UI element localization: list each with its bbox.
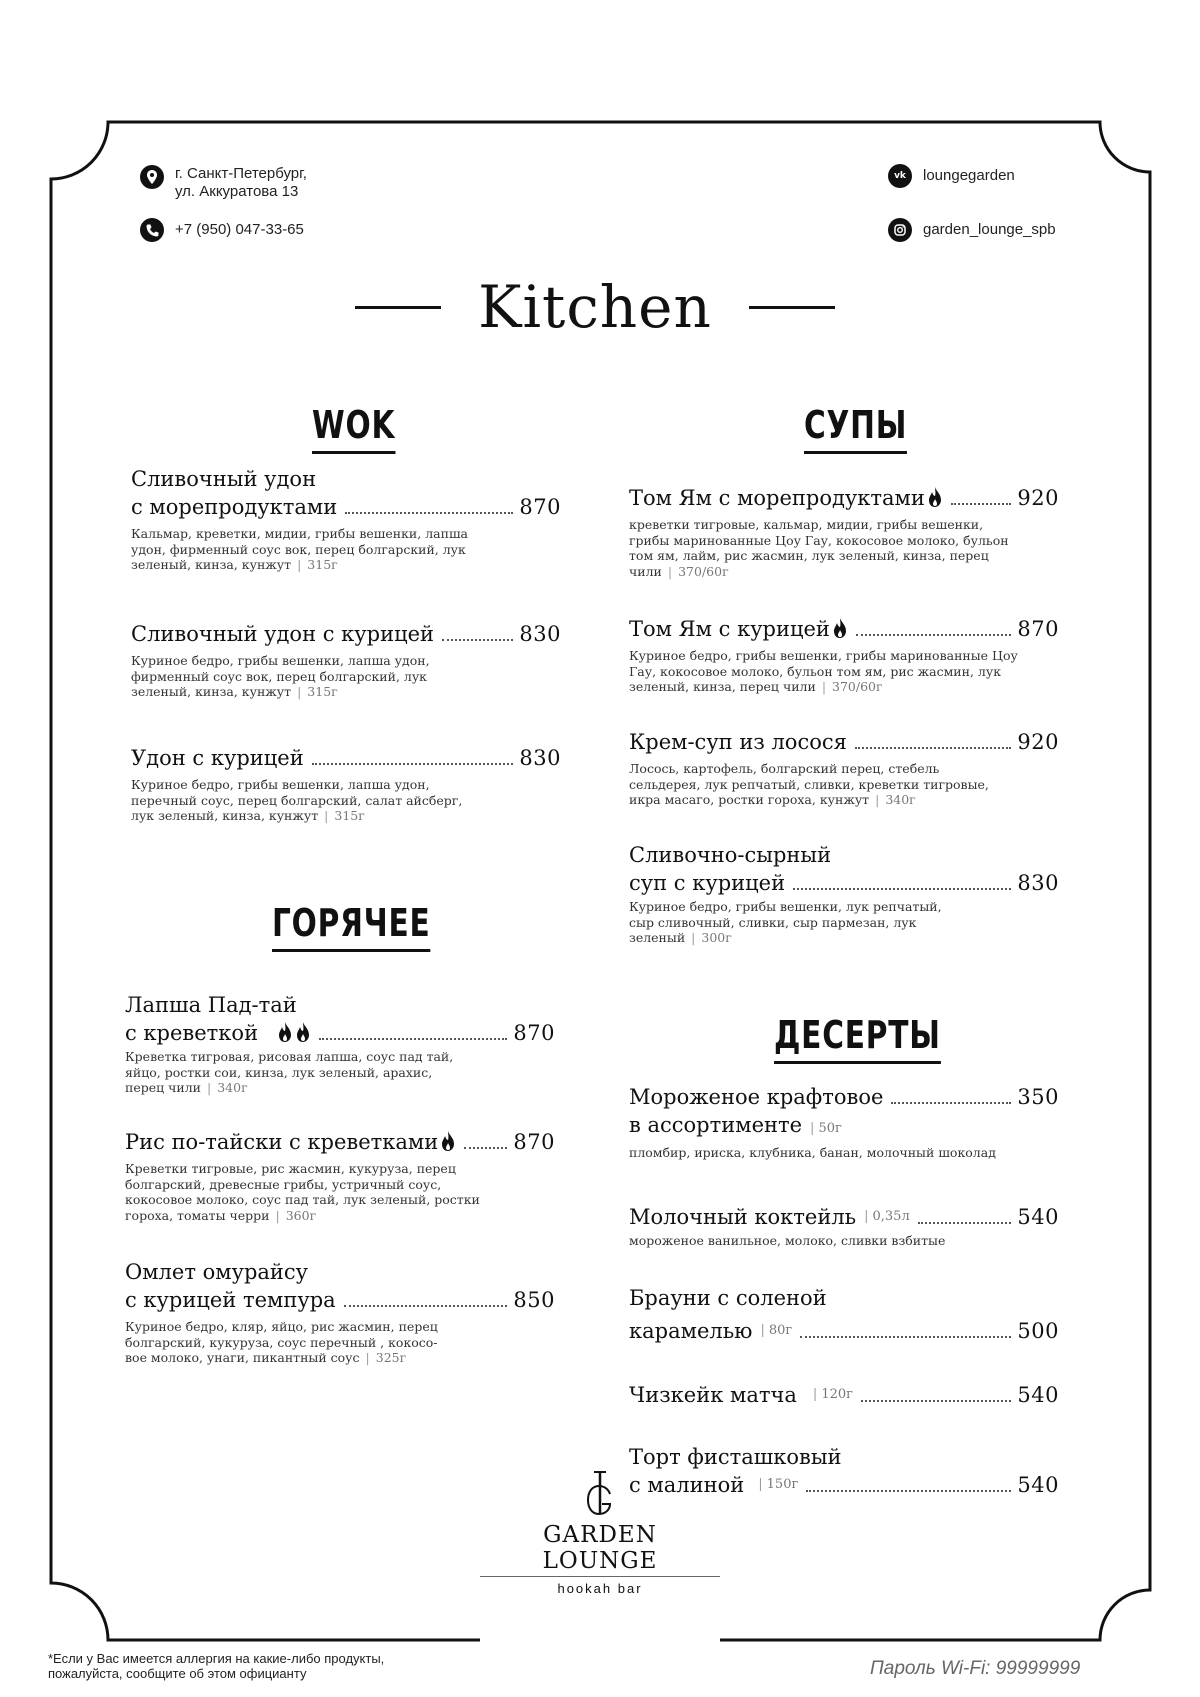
item-price: 870 xyxy=(1017,617,1059,641)
item-name: Молочный коктейль xyxy=(629,1205,857,1229)
dot-leader xyxy=(855,747,1012,749)
item-price: 830 xyxy=(519,746,561,770)
item-price: 850 xyxy=(513,1288,555,1312)
menu-item[interactable]: Том Ям с курицей 870 Куриное бедро, грибы вешенки, грибы маринованные Цоу Гау, кокосовое молоко, бульон том ям, рис жасмин, лук зеленый, кинза, перец чили | 370/60г xyxy=(629,617,1059,694)
item-name: суп с курицей xyxy=(629,871,786,895)
item-description: Куриное бедро, кляр, яйцо, рис жасмин, перец болгарский, кукуруза, соус перечный , кокосо-вое молоко, унаги, пикантный соус xyxy=(125,1319,438,1365)
item-price: 540 xyxy=(1017,1383,1059,1407)
item-weight: 0,35л xyxy=(872,1209,910,1224)
item-description: Креветка тигровая, рисовая лапша, соус пад тай, яйцо, ростки сои, кинза, лук зеленый, арахис, перец чили xyxy=(125,1049,454,1095)
dot-leader xyxy=(856,634,1011,636)
vk-handle[interactable]: loungegarden xyxy=(923,167,1015,184)
item-name: Мороженое крафтовое xyxy=(629,1085,884,1109)
item-description: Куриное бедро, грибы вешенки, лапша удон, перечный соус, перец болгарский, салат айсберг, лук зеленый, кинза, кунжут xyxy=(131,777,463,823)
dot-leader xyxy=(800,1336,1011,1338)
item-price: 540 xyxy=(1017,1205,1059,1229)
section-heading-wok: WOK xyxy=(312,402,395,454)
chili-flame-icon xyxy=(440,1130,456,1152)
item-name: Том Ям с курицей xyxy=(629,617,830,641)
item-weight: 360г xyxy=(285,1207,317,1223)
item-price: 350 xyxy=(1017,1085,1059,1109)
chili-flame-icon xyxy=(832,617,848,639)
item-name-line: Омлет омурайсу xyxy=(125,1260,309,1284)
dot-leader xyxy=(891,1102,1011,1104)
item-name: с малиной xyxy=(629,1473,745,1497)
menu-item[interactable]: Рис по-тайски с креветками 870 Креветки тигровые, рис жасмин, кукуруза, перец болгарский, древесные грибы, устричный соус, кокосовое молоко, соус пад тай, лук зеленый, ростки гороха, томаты черри | 360г xyxy=(125,1130,555,1223)
phone-icon xyxy=(140,218,164,242)
menu-item[interactable]: Удон с курицей 830 Куриное бедро, грибы вешенки, лапша удон, перечный соус, перец болгарский, салат айсберг, лук зеленый, кинза, кунжут | 315г xyxy=(131,746,561,823)
menu-item[interactable]: Крем-суп из лосося 920 Лосось, картофель, болгарский перец, стебель сельдерея, лук репчатый, сливки, креветки тигровые, икра масаго, ростки гороха, кунжут | 340г xyxy=(629,730,1059,807)
item-description: Креветки тигровые, рис жасмин, кукуруза, перец болгарский, древесные грибы, устричный соус, кокосовое молоко, соус пад тай, лук зеленый, ростки гороха, томаты черри xyxy=(125,1161,480,1223)
item-weight: 80г xyxy=(768,1323,793,1338)
dot-leader xyxy=(918,1222,1012,1224)
item-name: карамелью xyxy=(629,1319,753,1343)
dot-leader xyxy=(793,888,1011,890)
item-name: Крем-суп из лосося xyxy=(629,730,847,754)
phone[interactable] xyxy=(140,218,304,242)
phone-number[interactable]: +7 (950) 047-33-65 xyxy=(175,221,304,238)
item-weight: 120г xyxy=(821,1387,853,1402)
item-price: 540 xyxy=(1017,1473,1059,1497)
instagram-icon xyxy=(888,218,912,242)
section-heading-soups: СУПЫ xyxy=(804,402,907,454)
item-name: Удон с курицей xyxy=(131,746,304,770)
dot-leader xyxy=(464,1147,507,1149)
menu-item[interactable]: Омлет омурайсу с курицей темпура 850 Куриное бедро, кляр, яйцо, рис жасмин, перец болгарский, кукуруза, соус перечный , кокосо-вое молоко, унаги, пикантный соус | 325г xyxy=(125,1260,555,1365)
allergy-note-line-1: *Если у Вас имеется аллергия на какие-либо продукты, xyxy=(48,1651,385,1666)
item-name: с морепродуктами xyxy=(131,495,338,519)
dot-leader xyxy=(345,512,513,514)
logo-brand-name: GARDEN LOUNGE xyxy=(480,1522,720,1577)
menu-item[interactable]: Сливочный удон с морепродуктами 870 Кальмар, креветки, мидии, грибы вешенки, лапша удон, фирменный соус вок, перец болгарский, лук зеленый, кинза, кунжут | 315г xyxy=(131,467,561,572)
item-name: Рис по-тайски с креветками xyxy=(125,1130,439,1154)
item-weight: 300г xyxy=(701,930,732,945)
address xyxy=(140,165,307,201)
item-weight: 50г xyxy=(818,1121,842,1136)
menu-item[interactable]: Лапша Пад-тай с креветкой 870 Креветка тигровая, рисовая лапша, соус пад тай, яйцо, ростки сои, кинза, лук зеленый, арахис, перец чили | 340г xyxy=(125,993,555,1095)
menu-item[interactable]: Сливочно-сырный суп с курицей 830 Куриное бедро, грибы вешенки, лук репчатый, сыр сливочный, сливки, сыр пармезан, лук зеленый | 300г xyxy=(629,843,1059,945)
item-description: креветки тигровые, кальмар, мидии, грибы вешенки, грибы маринованные Цоу Гау, кокосовое молоко, бульон том ям, лайм, рис жасмин, лук зеленый, кинза, перец чили xyxy=(629,517,1009,579)
item-name-line: в ассортименте xyxy=(629,1113,803,1137)
vk-icon: vk xyxy=(888,164,912,188)
wifi-password: Пароль Wi-Fi: 99999999 xyxy=(870,1658,1081,1679)
instagram-handle[interactable]: garden_lounge_spb xyxy=(923,221,1056,238)
menu-item[interactable]: Сливочный удон с курицей 830 Куриное бедро, грибы вешенки, лапша удон, фирменный соус вок, перец болгарский, лук зеленый, кинза, кунжут | 315г xyxy=(131,622,561,699)
section-heading-desserts: ДЕСЕРТЫ xyxy=(774,1012,941,1064)
menu-item[interactable]: Чизкейк матча | 120г 540 xyxy=(629,1383,1059,1407)
item-name: с курицей темпура xyxy=(125,1288,336,1312)
item-description: Куриное бедро, грибы вешенки, лук репчатый, сыр сливочный, сливки, сыр пармезан, лук зеленый xyxy=(629,899,942,945)
item-name: Чизкейк матча xyxy=(629,1383,797,1407)
chili-flame-icon xyxy=(927,486,943,508)
item-weight: 370/60г xyxy=(678,563,729,579)
chili-flame-icon xyxy=(277,1021,293,1043)
vk-link[interactable] xyxy=(888,164,1015,188)
item-weight: 315г xyxy=(307,557,338,572)
item-price: 870 xyxy=(513,1130,555,1154)
item-name: Сливочный удон с курицей xyxy=(131,622,435,646)
item-price: 870 xyxy=(519,495,561,519)
item-price: 870 xyxy=(513,1021,555,1045)
garden-lounge-logo xyxy=(480,1470,720,1596)
item-name-line: Торт фисташковый xyxy=(629,1445,842,1469)
item-weight: 370/60г xyxy=(832,679,883,694)
logo-subtitle: hookah bar xyxy=(557,1581,643,1596)
dot-leader xyxy=(442,639,513,641)
page-title: Kitchen xyxy=(478,273,712,341)
title-rule-right xyxy=(749,306,835,309)
dot-leader xyxy=(861,1400,1011,1402)
item-weight: 315г xyxy=(307,684,338,699)
address-line-2: ул. Аккуратова 13 xyxy=(175,183,299,200)
item-description: Кальмар, креветки, мидии, грибы вешенки, лапша удон, фирменный соус вок, перец болгарский, лук зеленый, кинза, кунжут xyxy=(131,526,469,572)
dot-leader xyxy=(319,1038,508,1040)
item-price: 500 xyxy=(1017,1319,1059,1343)
chili-flame-icon xyxy=(295,1021,311,1043)
location-pin-icon xyxy=(140,165,164,189)
item-name-line: Брауни с соленой xyxy=(629,1286,827,1310)
item-weight: 150г xyxy=(766,1477,799,1492)
menu-item[interactable]: Брауни с соленой карамелью | 80г 500 xyxy=(629,1286,1059,1343)
item-name-line: Лапша Пад-тай xyxy=(125,993,297,1017)
dot-leader xyxy=(312,763,514,765)
allergy-note-line-2: пожалуйста, сообщите об этом официанту xyxy=(48,1666,307,1681)
item-weight: 340г xyxy=(217,1080,248,1095)
dot-leader xyxy=(806,1490,1011,1492)
item-name: Том Ям с морепродуктами xyxy=(629,486,925,510)
item-description: мороженое ванильное, молоко, сливки взбитые xyxy=(629,1233,946,1248)
item-price: 920 xyxy=(1017,486,1059,510)
dot-leader xyxy=(951,503,1012,505)
item-weight: 340г xyxy=(885,792,916,807)
instagram-link[interactable] xyxy=(888,218,1056,242)
dot-leader xyxy=(344,1305,508,1307)
menu-item[interactable]: Молочный коктейль | 0,35л 540 мороженое ванильное, молоко, сливки взбитые xyxy=(629,1205,1059,1248)
item-description: Лосось, картофель, болгарский перец, стебель сельдерея, лук репчатый, сливки, креветки тигровые, икра масаго, ростки гороха, кунжут xyxy=(629,761,989,807)
item-name-line: Сливочный удон xyxy=(131,467,317,491)
menu-item[interactable]: Торт фисташковый с малиной | 150г 540 xyxy=(629,1445,1059,1497)
menu-item[interactable]: Том Ям с морепродуктами 920 креветки тигровые, кальмар, мидии, грибы вешенки, грибы маринованные Цоу Гау, кокосовое молоко, бульон том ям, лайм, рис жасмин, лук зеленый, кинза, перец чили | 370/60г xyxy=(629,486,1059,579)
title-rule-left xyxy=(355,306,441,309)
item-description: Куриное бедро, грибы вешенки, грибы маринованные Цоу Гау, кокосовое молоко, бульон том ям, рис жасмин, лук зеленый, кинза, перец чили xyxy=(629,648,1018,694)
allergy-note xyxy=(48,1651,468,1681)
logo-monogram-icon xyxy=(480,1470,720,1522)
section-heading-hot: ГОРЯЧЕЕ xyxy=(272,900,431,952)
item-name: с креветкой xyxy=(125,1021,259,1045)
item-price: 830 xyxy=(1017,871,1059,895)
item-description: пломбир, ириска, клубника, банан, молочный шоколад xyxy=(629,1145,996,1160)
item-price: 830 xyxy=(519,622,561,646)
item-price: 920 xyxy=(1017,730,1059,754)
address-line-1: г. Санкт-Петербург, xyxy=(175,165,307,182)
page-title-block xyxy=(355,272,835,342)
item-weight: 325г xyxy=(375,1350,407,1365)
item-description: Куриное бедро, грибы вешенки, лапша удон, фирменный соус вок, перец болгарский, лук зеленый, кинза, кунжут xyxy=(131,653,430,699)
item-name-line: Сливочно-сырный xyxy=(629,843,832,867)
item-weight: 315г xyxy=(334,808,365,823)
menu-item[interactable]: Мороженое крафтовое 350 в ассортименте | 50г пломбир, ириска, клубника, банан, молочный шоколад xyxy=(629,1085,1059,1160)
